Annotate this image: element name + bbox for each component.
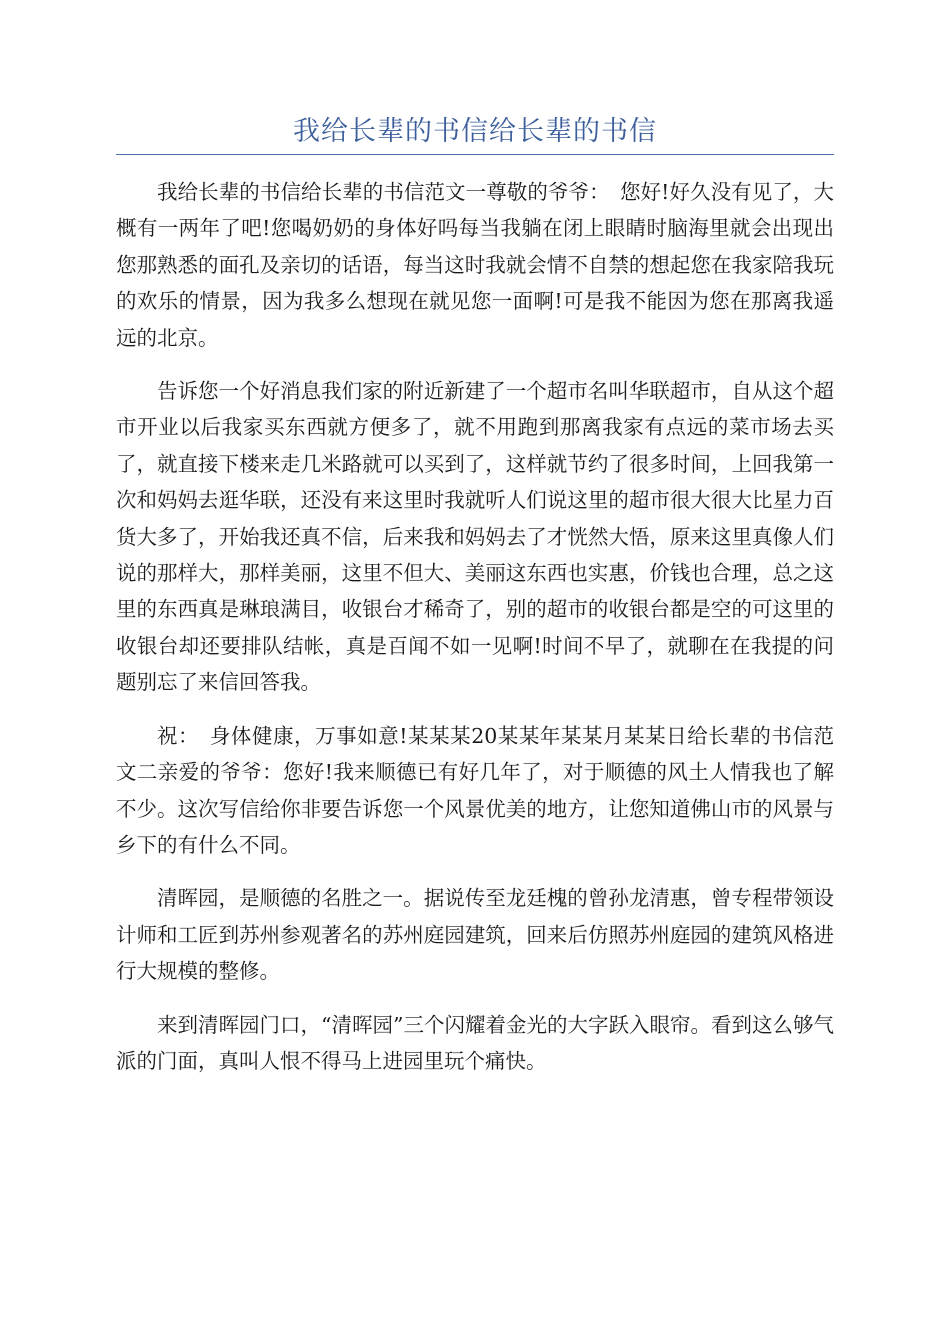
paragraph-4: 清晖园，是顺德的名胜之一。据说传至龙廷槐的曾孙龙清惠，曾专程带领设计师和工匠到苏州参观著名的苏州庭园建筑，回来后仿照苏州庭园的建筑风格进行大规模的整修。: [116, 886, 834, 984]
paragraph-3: 祝： 身体健康，万事如意!某某某20某某年某某月某某日给长辈的书信范文二亲爱的爷爷：您好!我来顺德已有好几年了，对于顺德的风土人情我也了解不少。这次写信给你非要告诉您一个风景优美的地方，让您知道佛山市的风景与乡下的有什么不同。: [116, 723, 834, 857]
paragraph-5: 来到清晖园门口，“清晖园”三个闪耀着金光的大字跃入眼帘。看到这么够气派的门面，真叫人恨不得马上进园里玩个痛快。: [116, 1012, 834, 1073]
document-body: [116, 174, 834, 1096]
title-underline: [116, 154, 834, 155]
document-title: 我给长辈的书信给长辈的书信: [293, 116, 657, 147]
paragraph-2: 告诉您一个好消息我们家的附近新建了一个超市名叫华联超市，自从这个超市开业以后我家买东西就方便多了，就不用跑到那离我家有点远的菜市场去买了，就直接下楼来走几米路就可以买到了，这样就节约了很多时间，上回我第一次和妈妈去逛华联，还没有来这里时我就听人们说这里的超市很大很大比星力百货大多了，开始我还真不信，后来我和妈妈去了才恍然大悟，原来这里真像人们说的那样大，那样美丽，这里不但大、美丽这东西也实惠，价钱也合理，总之这里的东西真是琳琅满目，收银台才稀奇了，别的超市的收银台都是空的可这里的收银台却还要排队结帐，真是百闻不如一见啊!时间不早了，就聊在在我提的问题别忘了来信回答我。: [116, 379, 834, 695]
paragraph-1: 我给长辈的书信给长辈的书信范文一尊敬的爷爷： 您好!好久没有见了，大概有一两年了吧!您喝奶奶的身体好吗每当我躺在闭上眼睛时脑海里就会出现出您那熟悉的面孔及亲切的话语，每当这时我就会情不自禁的想起您在我家陪我玩的欢乐的情景，因为我多么想现在就见您一面啊!可是我不能因为您在那离我遥远的北京。: [116, 180, 834, 350]
